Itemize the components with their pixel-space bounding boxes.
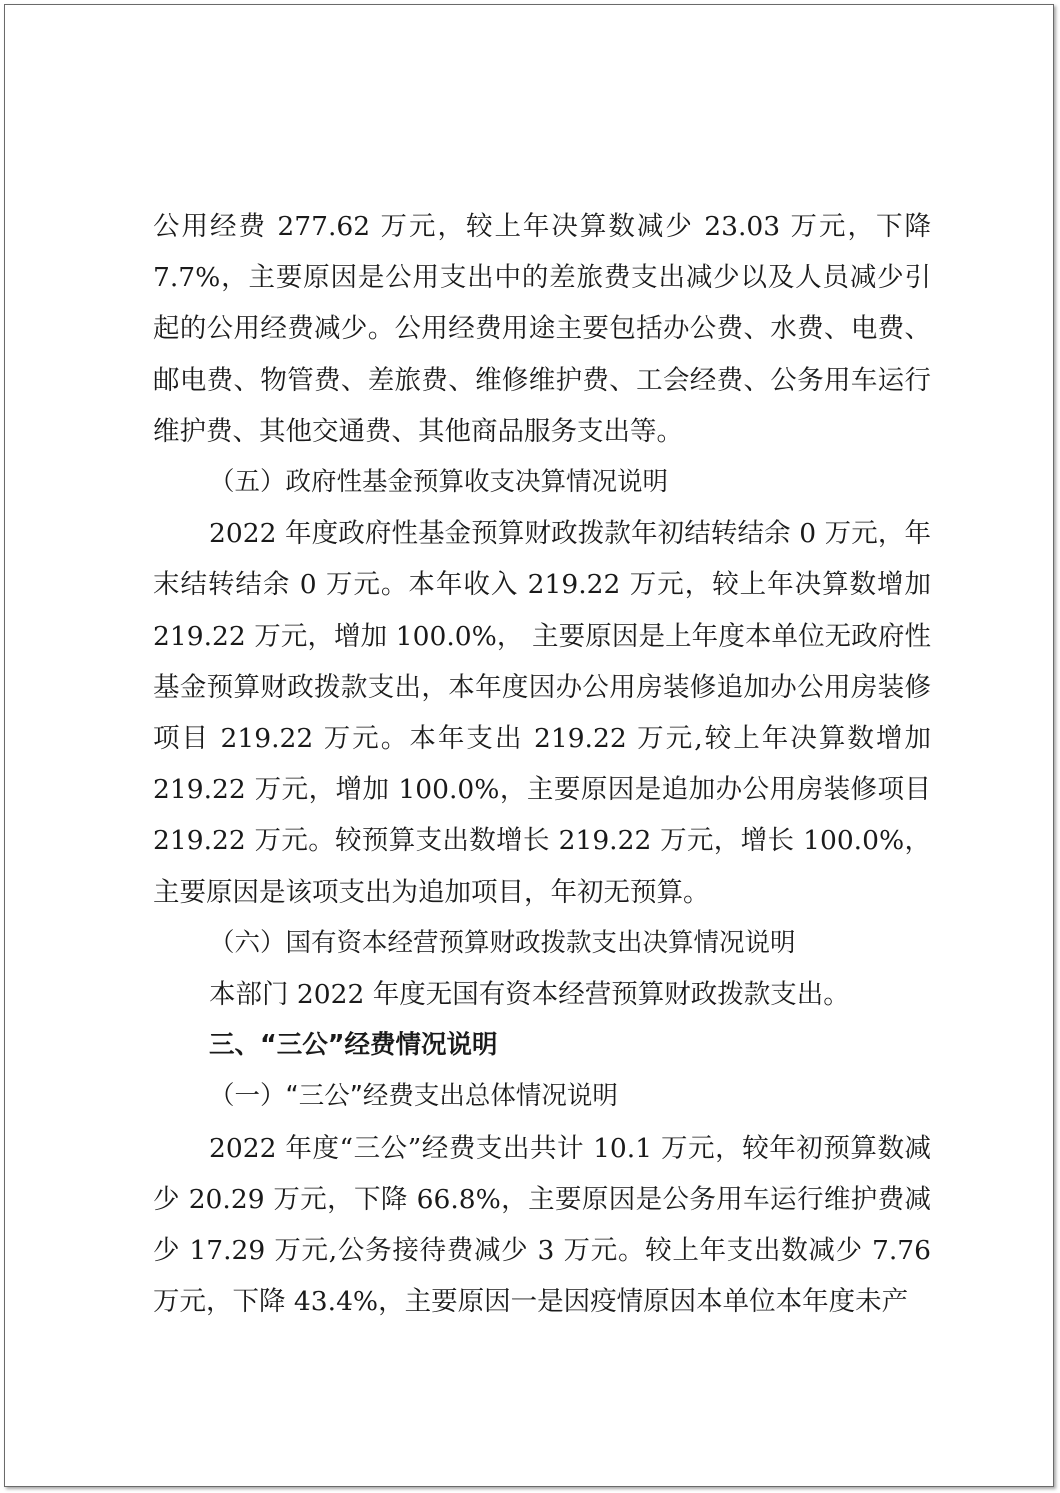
heading-government-fund-budget: （五）政府性基金预算收支决算情况说明 [209,467,669,498]
paragraph-public-expenses: 公用经费 277.62 万元，较上年决算数减少 23.03 万元，下降 7.7%，主要原因是公用支出中的差旅费支出减少以及人员减少引起的公用经费减少。公用经费用途主要包括办公费、水费、电费、邮电费、物管费、差旅费、维修维护费、工会经费、公务用车运行维护费、其他交通费、其他商品服务支出等。 [153,211,931,447]
document-page [4,4,1054,1487]
heading-three-public-expenses: 三、“三公”经费情况说明 [209,1030,498,1061]
document-body [153,201,931,1327]
paragraph-three-public-details: 2022 年度“三公”经费支出共计 10.1 万元，较年初预算数减少 20.29 万元，下降 66.8%，主要原因是公务用车运行维护费减少 17.29 万元,公务接待费减少 3 万元。较上年支出数减少 7.76 万元，下降 43.4%，主要原因一是因疫情原因本单位本年度未产 [153,1132,931,1318]
paragraph-government-fund-details: 2022 年度政府性基金预算财政拨款年初结转结余 0 万元，年末结转结余 0 万元。本年收入 219.22 万元，较上年决算数增加 219.22 万元，增加 100.0%， 主要原因是上年度本单位无政府性基金预算财政拨款支出，本年度因办公用房装修追加办公用房装修项目 219.22 万元。本年支出 219.22 万元,较上年决算数增加 219.22 万元，增加 100.0%，主要原因是追加办公用房装修项目 219.22 万元。较预算支出数增长 219.22 万元，增长 100.0%，主要原因是该项支出为追加项目，年初无预算。 [153,518,931,908]
paragraph-state-capital-details: 本部门 2022 年度无国有资本经营预算财政拨款支出。 [209,979,850,1011]
heading-three-public-overall: （一）“三公”经费支出总体情况说明 [209,1081,618,1112]
heading-state-capital-budget: （六）国有资本经营预算财政拨款支出决算情况说明 [209,927,796,958]
